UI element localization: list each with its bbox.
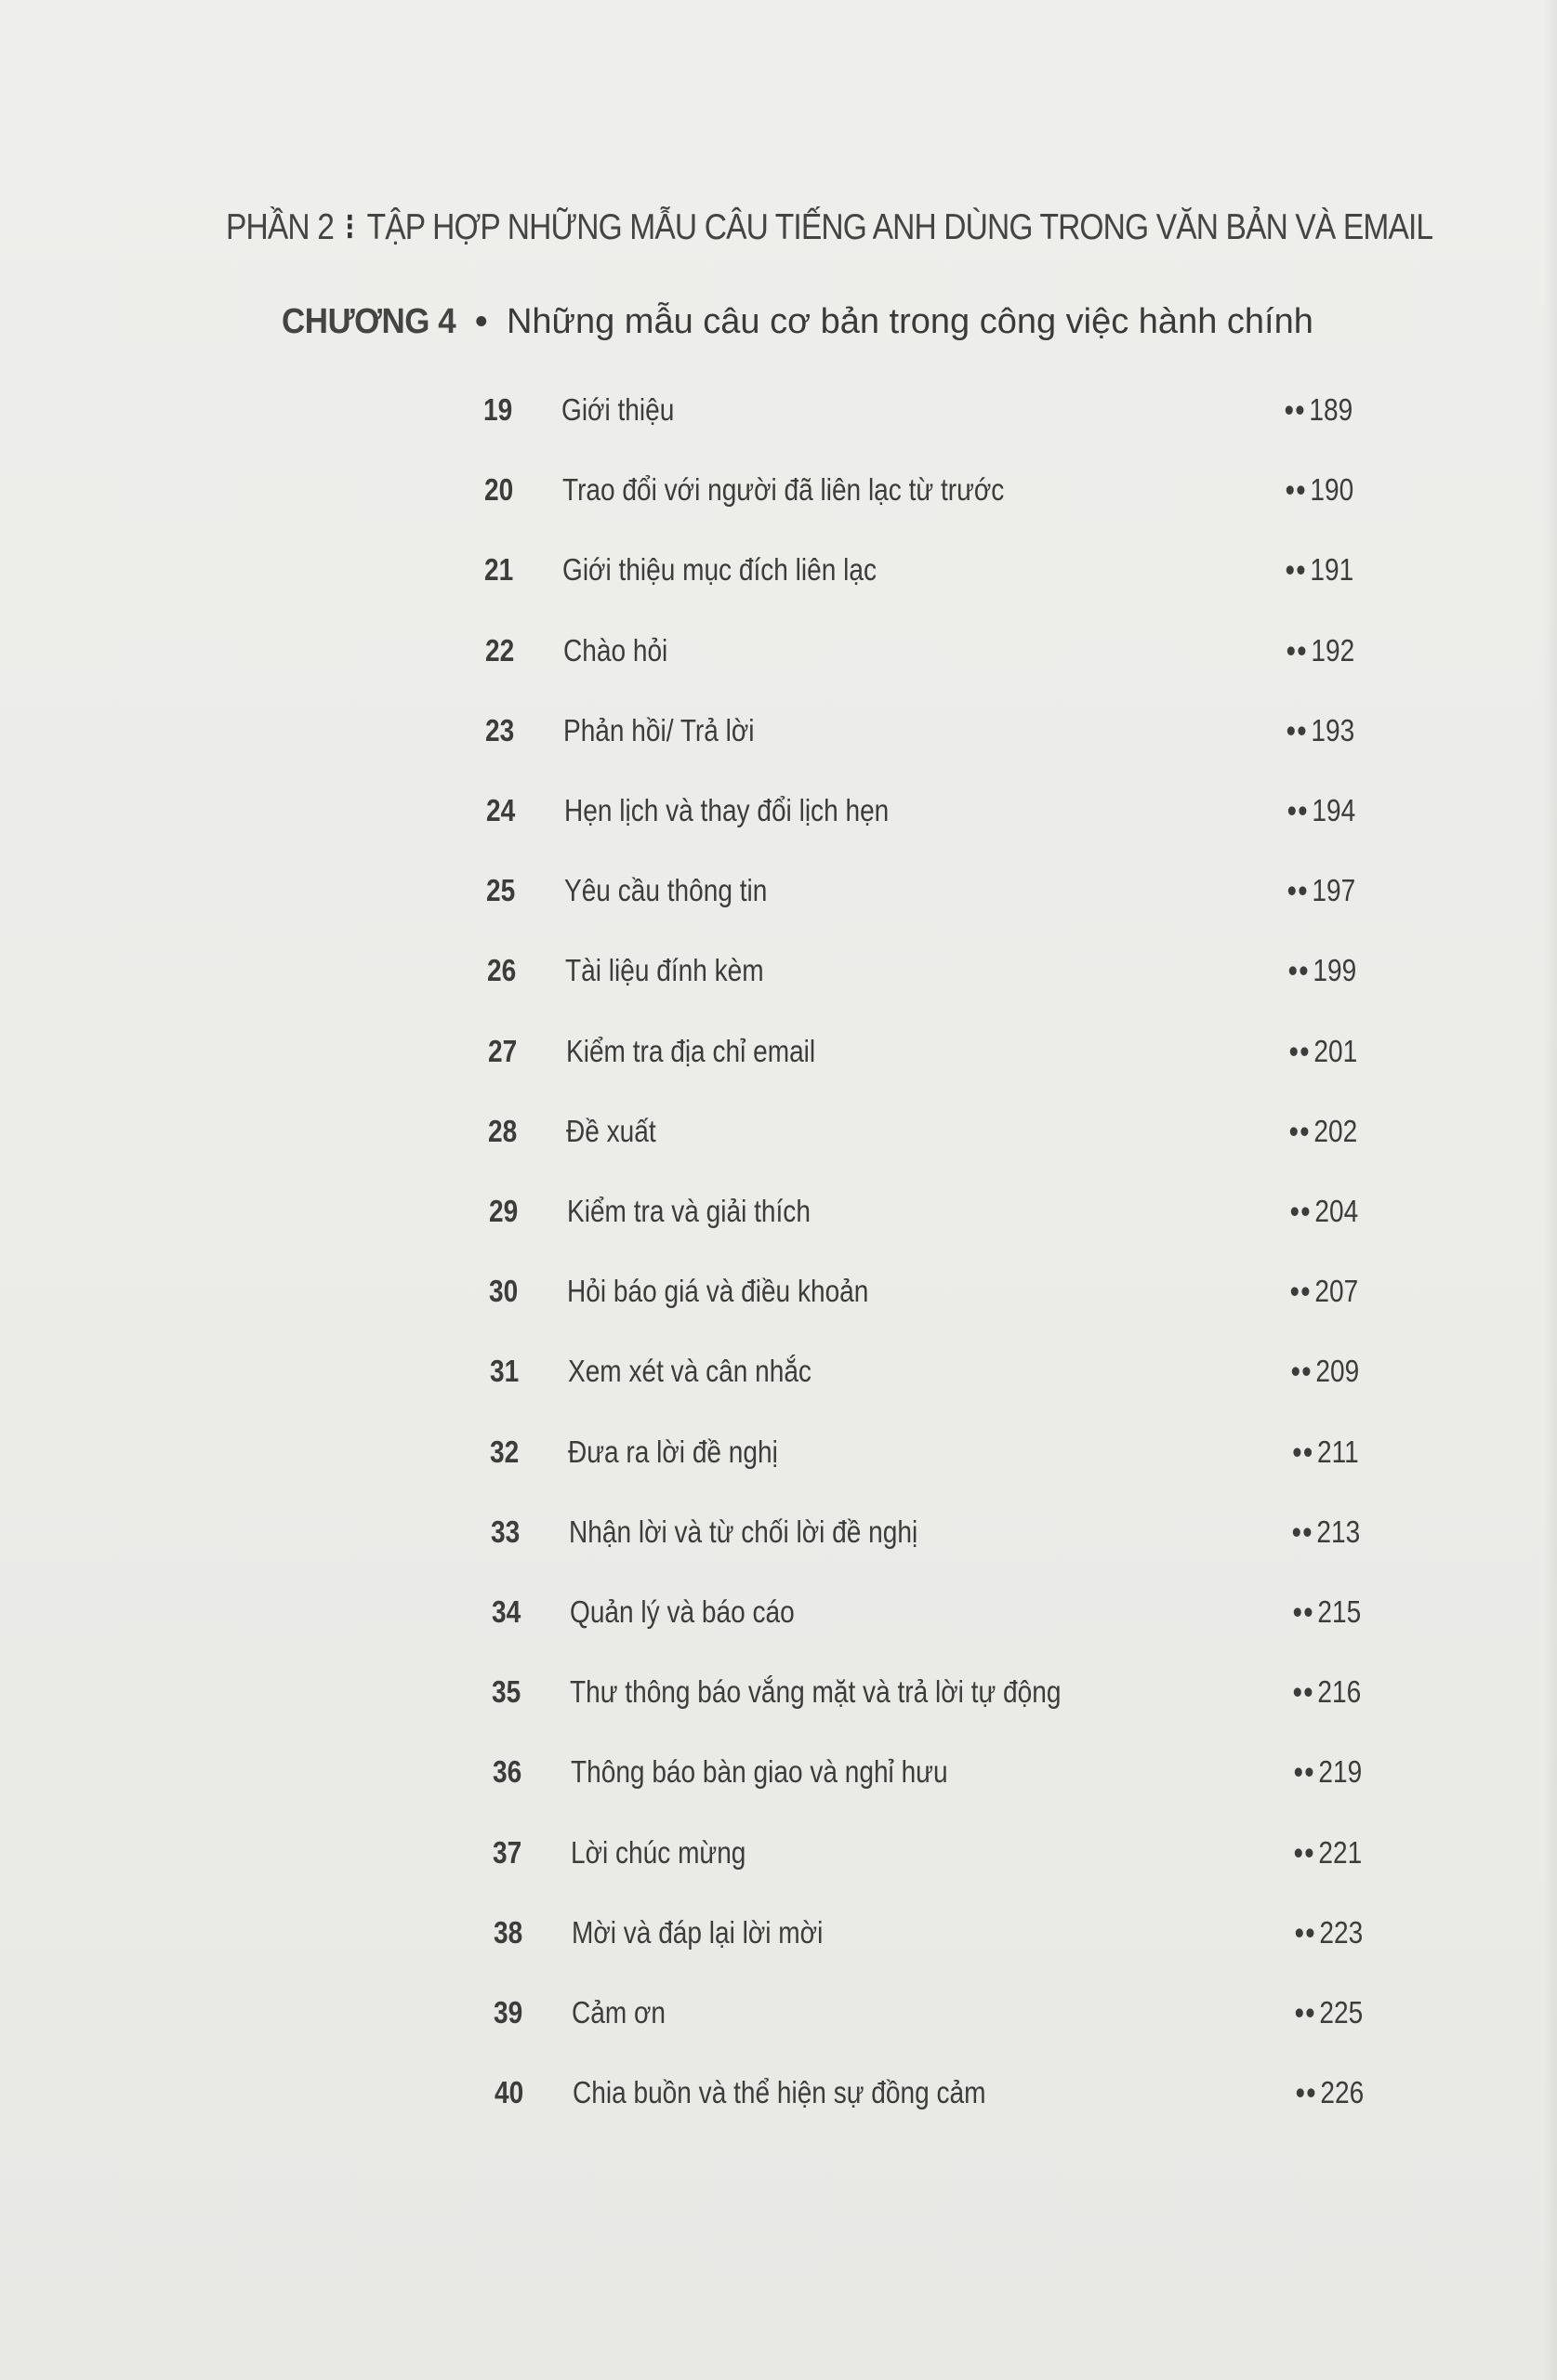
- toc-entry[interactable]: [485, 713, 1354, 760]
- toc-entry[interactable]: [494, 1995, 1363, 2042]
- toc-entry[interactable]: [493, 1754, 1362, 1801]
- toc-leader-dots: ••: [1292, 1594, 1314, 1629]
- toc-entry[interactable]: [492, 1594, 1361, 1641]
- toc-entry[interactable]: [484, 472, 1353, 519]
- toc-page-number: 213: [1316, 1514, 1360, 1549]
- toc-entry-title: Lời chúc mừng: [571, 1835, 746, 1870]
- toc-entry-number: 39: [494, 1995, 523, 2030]
- toc-entry[interactable]: [488, 1114, 1357, 1160]
- toc-page-number: 192: [1311, 633, 1354, 668]
- toc-page-number: 221: [1318, 1835, 1362, 1870]
- toc-entry-page: [1286, 552, 1353, 588]
- toc-entry[interactable]: [483, 392, 1352, 439]
- toc-entry-page: [1293, 1594, 1361, 1630]
- toc-entry-title: Giới thiệu: [561, 392, 675, 427]
- toc-entry[interactable]: [484, 552, 1353, 599]
- toc-entry[interactable]: [493, 1835, 1362, 1882]
- toc-entry[interactable]: [488, 1034, 1357, 1080]
- toc-entry-page: [1289, 1114, 1357, 1149]
- toc-entry-number: 20: [484, 472, 514, 507]
- toc-entry[interactable]: [489, 1274, 1358, 1320]
- toc-entry-page: [1285, 392, 1352, 428]
- toc-entry-page: [1287, 873, 1355, 908]
- toc-entry-number: 21: [484, 552, 514, 587]
- toc-leader-dots: ••: [1287, 793, 1309, 827]
- page-edge-shadow: [1544, 0, 1557, 2380]
- toc-entry-title: Hẹn lịch và thay đổi lịch hẹn: [564, 793, 890, 827]
- toc-entry-title: Thông báo bàn giao và nghỉ hưu: [571, 1754, 948, 1789]
- toc-entry-number: 30: [489, 1274, 519, 1308]
- toc-page-number: 211: [1317, 1435, 1359, 1469]
- toc-entry[interactable]: [486, 873, 1355, 919]
- toc-page-number: 194: [1312, 793, 1355, 827]
- toc-entry-title: Chia buồn và thể hiện sự đồng cảm: [573, 2075, 986, 2109]
- toc-entry-title: Giới thiệu mục đích liên lạc: [562, 552, 877, 587]
- toc-entry-number: 32: [490, 1435, 520, 1469]
- toc-entry-page: [1294, 1835, 1362, 1871]
- toc-entry-title: Đề xuất: [566, 1114, 656, 1148]
- toc-entry-page: [1295, 1995, 1363, 2030]
- toc-entry-number: 29: [489, 1194, 519, 1228]
- toc-leader-dots: ••: [1294, 1995, 1316, 2030]
- part-title: TẬP HỢP NHỮNG MẪU CÂU TIẾNG ANH DÙNG TRONG VĂN BẢN VÀ EMAIL: [366, 207, 1433, 247]
- toc-entry-page: [1292, 1514, 1360, 1550]
- toc-entry-number: 26: [487, 953, 517, 987]
- toc-entry-page: [1293, 1435, 1359, 1470]
- toc-entry-title: Đưa ra lời đề nghị: [568, 1435, 778, 1469]
- toc-entry-title: Quản lý và báo cáo: [570, 1594, 795, 1629]
- toc-entry-page: [1287, 633, 1354, 668]
- toc-entry-number: 38: [494, 1915, 523, 1950]
- toc-leader-dots: ••: [1285, 552, 1307, 587]
- toc-leader-dots: ••: [1288, 1114, 1311, 1148]
- toc-entry-page: [1291, 1354, 1359, 1389]
- toc-leader-dots: ••: [1290, 1354, 1313, 1388]
- toc-entry-title: Cảm ơn: [572, 1995, 666, 2030]
- toc-entry-title: Phản hồi/ Trả lời: [563, 713, 755, 747]
- toc-page-number: 189: [1309, 392, 1352, 427]
- toc-entry[interactable]: [486, 793, 1355, 840]
- toc-entry-number: 40: [495, 2075, 524, 2109]
- toc-entry-number: 31: [490, 1354, 520, 1388]
- toc-leader-dots: ••: [1289, 1194, 1312, 1228]
- toc-entry[interactable]: [492, 1674, 1361, 1721]
- toc-entry-number: 27: [488, 1034, 518, 1068]
- toc-entry-number: 23: [485, 713, 515, 747]
- toc-page-number: 225: [1319, 1995, 1363, 2030]
- toc-entry-title: Tài liệu đính kèm: [565, 953, 764, 987]
- toc-leader-dots: ••: [1286, 633, 1308, 668]
- toc-entry-title: Xem xét và cân nhắc: [568, 1354, 811, 1388]
- toc-leader-dots: ••: [1285, 472, 1307, 507]
- toc-leader-dots: ••: [1294, 1915, 1316, 1950]
- toc-page-number: 209: [1315, 1354, 1359, 1388]
- toc-leader-dots: ••: [1284, 392, 1306, 427]
- toc-leader-dots: ••: [1295, 2075, 1317, 2109]
- chapter-bullet: •: [475, 302, 488, 341]
- toc-entry-number: 25: [486, 873, 516, 907]
- toc-entry[interactable]: [494, 1915, 1363, 1962]
- toc-entry-number: 28: [488, 1114, 518, 1148]
- toc-entry[interactable]: [490, 1435, 1359, 1481]
- toc-leader-dots: ••: [1289, 1274, 1312, 1308]
- toc-entry-page: [1295, 1915, 1363, 1950]
- toc-entry-page: [1290, 1194, 1358, 1229]
- toc-page-number: 199: [1313, 953, 1356, 987]
- toc-leader-dots: ••: [1292, 1435, 1314, 1469]
- toc-page-number: 202: [1313, 1114, 1357, 1148]
- toc-leader-dots: ••: [1293, 1835, 1315, 1870]
- toc-page-number: 223: [1319, 1915, 1363, 1950]
- toc-entry-page: [1296, 2075, 1364, 2110]
- toc-entry[interactable]: [487, 953, 1356, 999]
- toc-entry[interactable]: [495, 2075, 1364, 2122]
- toc-entry[interactable]: [485, 633, 1354, 680]
- part-label: PHẦN 2: [226, 207, 335, 247]
- toc-page-number: 204: [1314, 1194, 1358, 1228]
- toc-page-number: 190: [1310, 472, 1353, 507]
- toc-leader-dots: ••: [1286, 713, 1308, 747]
- toc-page-number: 191: [1310, 552, 1353, 587]
- toc-entry[interactable]: [490, 1354, 1359, 1400]
- toc-entry-title: Yêu cầu thông tin: [564, 873, 768, 907]
- toc-page-number: 197: [1312, 873, 1355, 907]
- toc-leader-dots: ••: [1293, 1754, 1315, 1789]
- toc-entry-number: 37: [493, 1835, 522, 1870]
- toc-page-number: 201: [1313, 1034, 1357, 1068]
- toc-entry-page: [1287, 793, 1355, 828]
- toc-entry-page: [1286, 472, 1353, 508]
- toc-entry-title: Thư thông báo vắng mặt và trả lời tự động: [570, 1674, 1062, 1709]
- toc-entry[interactable]: [491, 1514, 1360, 1561]
- toc-leader-dots: ••: [1287, 953, 1310, 987]
- toc-entry-page: [1290, 1274, 1358, 1309]
- toc-entry-title: Mời và đáp lại lời mời: [572, 1915, 824, 1950]
- toc-entry-page: [1293, 1674, 1361, 1710]
- toc-entry-number: 36: [493, 1754, 522, 1789]
- toc-entry-number: 33: [491, 1514, 521, 1549]
- toc-page-number: 193: [1311, 713, 1354, 747]
- toc-entry-title: Kiểm tra và giải thích: [567, 1194, 811, 1228]
- toc-entry-title: Hỏi báo giá và điều khoản: [567, 1274, 869, 1308]
- chapter-label: CHƯƠNG 4: [282, 302, 456, 341]
- toc-entry-number: 19: [483, 392, 513, 427]
- toc-entry[interactable]: [489, 1194, 1358, 1240]
- toc-entry-number: 35: [492, 1674, 521, 1709]
- toc-entry-title: Kiểm tra địa chỉ email: [566, 1034, 816, 1068]
- toc-entry-title: Chào hỏi: [563, 633, 668, 668]
- toc-leader-dots: ••: [1292, 1674, 1314, 1709]
- part-separator: ⁝: [345, 207, 354, 247]
- toc-leader-dots: ••: [1287, 873, 1309, 907]
- toc-entry-page: [1287, 713, 1354, 748]
- toc-entry-number: 34: [492, 1594, 521, 1629]
- toc-entry-page: [1294, 1754, 1362, 1790]
- toc-leader-dots: ••: [1288, 1034, 1311, 1068]
- toc-entry-page: [1289, 1034, 1357, 1069]
- toc-entry-title: Trao đổi với người đã liên lạc từ trước: [562, 472, 1005, 507]
- toc-entry-number: 22: [485, 633, 515, 668]
- toc-page-number: 216: [1317, 1674, 1361, 1709]
- toc-page-number: 219: [1318, 1754, 1362, 1789]
- toc-entry-page: [1288, 953, 1356, 988]
- toc-leader-dots: ••: [1291, 1514, 1313, 1549]
- toc-page-number: 207: [1314, 1274, 1358, 1308]
- toc-entry-title: Nhận lời và từ chối lời đề nghị: [569, 1514, 918, 1549]
- chapter-title: Những mẫu câu cơ bản trong công việc hành chính: [506, 302, 1313, 341]
- toc-entry-number: 24: [486, 793, 516, 827]
- toc-page-number: 215: [1317, 1594, 1361, 1629]
- toc-page-number: 226: [1320, 2075, 1364, 2109]
